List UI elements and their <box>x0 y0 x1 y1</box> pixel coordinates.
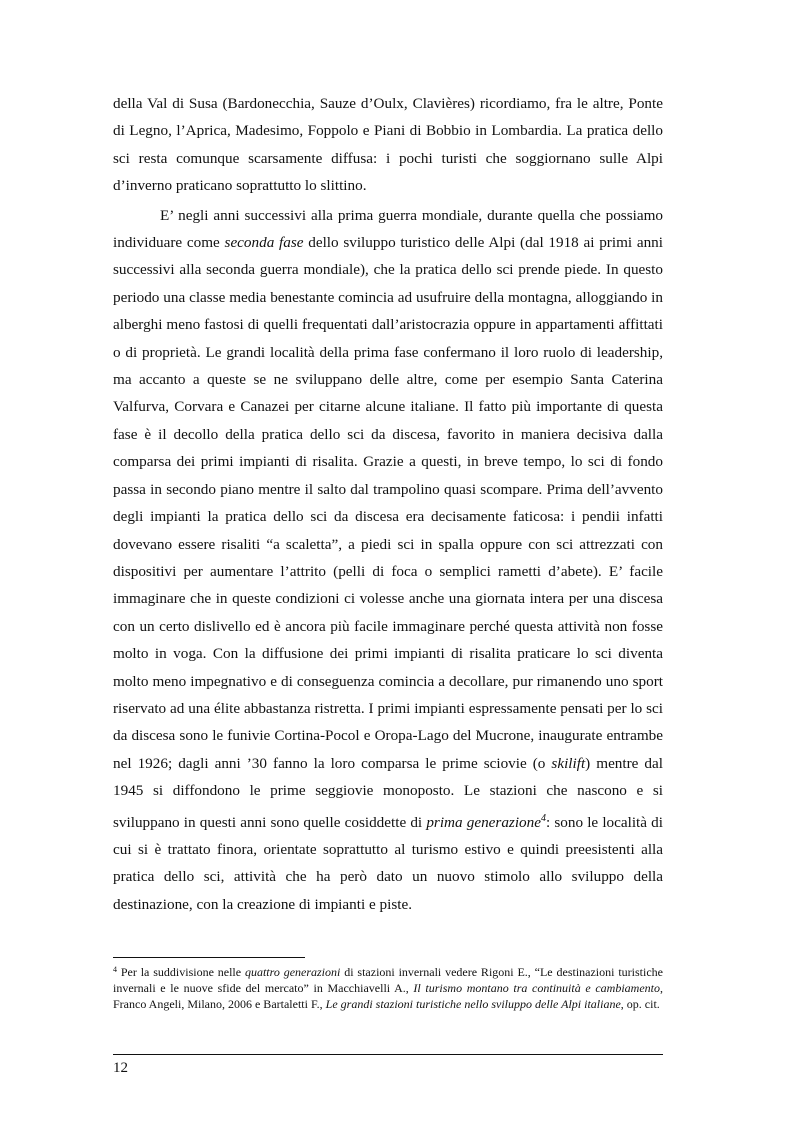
footnote-number: 4 <box>113 965 117 974</box>
footer-rule <box>113 1054 663 1055</box>
footnote-reference[interactable]: 4 <box>540 812 546 824</box>
footnote-separator <box>113 957 305 958</box>
page-number: 12 <box>113 1060 128 1076</box>
italic-prima-generazione: prima generazione <box>426 813 541 831</box>
paragraph-1: della Val di Susa (Bardonecchia, Sauze d’Oulx, Clavières) ricordiamo, fra le altre, Ponte di Legno, l’Aprica, Madesimo, Foppolo e Piani di Bobbio in Lombardia. La pratica dello sci resta comunque scarsamente diffusa: i pochi turisti che soggiornano sulle Alpi d’inverno praticano soprattutto lo slittino. <box>113 95 663 195</box>
paragraph-2: E’ negli anni successivi alla prima guerra mondiale, durante quella che possiamo individuare come seconda fase dello sviluppo turistico delle Alpi (dal 1918 ai primi anni successivi alla seconda guerra mondiale), che la pratica dello sci prende piede. In questo periodo una classe media benestante comincia ad usufruire della montagna, alloggiando in alberghi meno fastosi di quelli frequentati dall’aristocrazia oppure in appartamenti affittati o di proprietà. Le grandi località della prima fase confermano il loro ruolo di leadership, ma accanto a queste se ne sviluppano delle altre, come per esempio Santa Caterina Valfurva, Corvara e Canazei per citarne alcune italiane. Il fatto più importante di questa fase è il decollo della pratica dello sci da discesa, favorito in maniera decisiva dalla comparsa dei primi impianti di risalita. Grazie a questi, in breve tempo, lo sci di fondo passa in secondo piano mentre il salto dal trampolino quasi scompare. Prima dell’avvento degli impianti la pratica dello sci da discesa era decisamente faticosa: i pendii infatti dovevano essere risaliti “a scaletta”, a piedi sci in spalla oppure con sci attrezzati con dispositivi per aumentare l’attrito (pelli di foca o semplici rametti d’abete). E’ facile immaginare che in queste condizioni ci volesse anche una giornata intera per una discesa con un certo dislivello ed è ancora più facile immaginare perché questa attività non fosse molto in voga. Con la diffusione dei primi impianti di risalita praticare lo sci diventa molto meno impegnativo e di conseguenza comincia a decollare, pur rimanendo uno sport riservato ad una élite abbastanza ristretta. I primi impianti espressamente pensati per lo sci da discesa sono le funivie Cortina-Pocol e Oropa-Lago del Mucrone, inaugurate entrambe nel 1926; dagli anni ’30 fanno la loro comparsa le prime sciovie (o skilift) mentre dal 1945 si diffondono le prime seggiovie monoposto. Le stazioni che nascono e si sviluppano in questi anni sono quelle cosiddette di prima generazione$^4$: sono le località di cui si è trattato finora, orientate soprattutto al turismo estivo e quindi preesistenti alla pratica dello sci, attività che ha però dato un nuovo stimolo allo sviluppo della destinazione, con la creazione di impianti e piste. <box>113 206 663 913</box>
body-text <box>113 90 663 918</box>
italic-seconda-fase: seconda fase <box>224 234 304 252</box>
footnote: $^4$ Per la suddivisione nelle quattro generazioni di stazioni invernali vedere Rigoni E., “Le destinazioni turistiche invernali e le nuove sfide del mercato” in Macchiavelli A., Il turismo montano tra continuità e cambiamento, Franco Angeli, Milano, 2006 e Bartaletti F., Le grandi stazioni turistiche nello sviluppo delle Alpi italiane, op. cit. <box>113 965 663 1012</box>
italic-skilift: skilift <box>551 754 586 772</box>
